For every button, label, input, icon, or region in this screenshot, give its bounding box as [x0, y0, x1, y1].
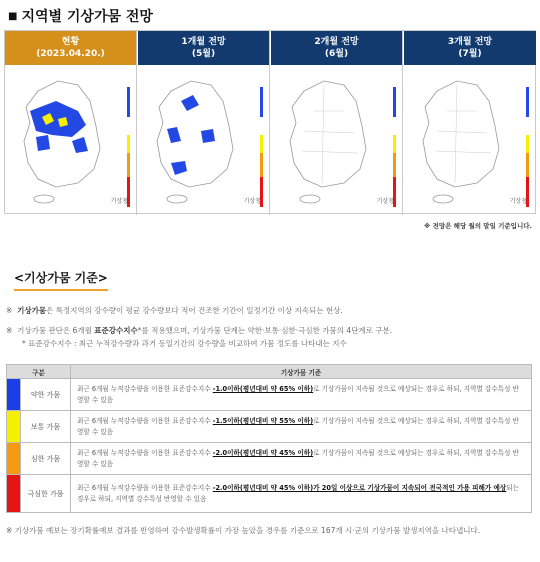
level-color-swatch [7, 443, 21, 475]
panel-header [5, 31, 136, 65]
panel-date: (5월) [191, 49, 216, 59]
criteria-threshold: -1.0이하(평년대비 약 65% 이하) [212, 384, 314, 393]
judgment-post: *를 적용했으며, 기상가뭄 단계는 약한·보통·심한·극심한 가뭄의 4단계로 구분. [137, 326, 393, 335]
panel-title: 3개월 전망 [447, 37, 493, 47]
drought-map-july [407, 71, 533, 211]
table-row [7, 411, 532, 443]
table-row [7, 475, 532, 513]
definition-note [6, 305, 534, 316]
table-header-criteria: 기상가뭄 기준 [71, 365, 532, 379]
kma-logo: 기상청 [110, 198, 128, 205]
criteria-threshold: -2.0이하(평년대비 약 45% 이하) [212, 448, 314, 457]
criteria-text: 최근 6개월 누적강수량을 이용한 표준강수지수 [77, 483, 213, 492]
level-name: 약한 가뭄 [21, 379, 71, 411]
judgment-pre: 기상가뭄 판단은 6개월 [17, 326, 95, 335]
level-criteria [71, 411, 532, 443]
panel-1month [138, 31, 270, 215]
outlook-note: ※ 전망은 해당 월의 말일 기준입니다. [423, 222, 532, 230]
page-title-text: 지역별 기상가뭄 전망 [21, 9, 153, 25]
criteria-text: 로 기상가뭄이 지속될 것으로 예상되는 경우로 하되, 지역별 강수특성 반영할 수 있음 [77, 416, 519, 436]
level-color-swatch [7, 379, 21, 411]
criteria-threshold: -2.0이하(평년대비 약 45% 이하)가 20일 이상으로 기상가뭄이 지속되어 전국적인 가용 피해가 예상 [212, 483, 507, 492]
criteria-threshold: -1.5이하(평년대비 약 55% 이하) [212, 416, 314, 425]
criteria-text: 최근 6개월 누적강수량을 이용한 표준강수지수 [77, 416, 213, 425]
outlook-panels [4, 30, 536, 214]
title-marker: ■ [8, 11, 18, 22]
panel-header [271, 31, 402, 65]
judgment-term: 표준강수지수 [94, 326, 138, 335]
page-title [8, 6, 153, 26]
note-mark: ※ [6, 306, 13, 315]
section-heading: <기상가뭄 기준> [14, 269, 108, 291]
definition-term: 기상가뭄 [17, 306, 47, 315]
level-name: 극심한 가뭄 [21, 475, 71, 513]
kma-logo: 기상청 [509, 198, 527, 205]
level-name: 심한 가뭄 [21, 443, 71, 475]
level-color-swatch [7, 475, 21, 513]
legend-bar [526, 87, 529, 207]
panel-header [404, 31, 536, 65]
legend-bar [393, 87, 396, 207]
table-header-row [7, 365, 532, 379]
criteria-text: 최근 6개월 누적강수량을 이용한 표준강수지수 [77, 384, 213, 393]
criteria-text: 로 기상가뭄이 지속될 것으로 예상되는 경우로 하되, 지역별 강수특성 반영할 수 있음 [77, 384, 519, 404]
table-row [7, 379, 532, 411]
panel-title: 1개월 전망 [181, 37, 226, 47]
table-header-category: 구분 [7, 365, 71, 379]
criteria-text: 로 기상가뭄이 지속될 것으로 예상되는 경우로 하되, 지역별 강수특성 반영할 수 있음 [77, 448, 519, 468]
definition-text: 은 특정지역의 강수량이 평균 강수량보다 적어 건조한 기간이 일정기간 이상 지속되는 현상. [46, 306, 343, 315]
criteria-text: 되는 경우로 하되, 지역별 강수특성 반영할 수 있음 [77, 483, 520, 503]
panel-date: (7월) [458, 49, 482, 59]
level-criteria [71, 443, 532, 475]
panel-date: (2023.04.20.) [36, 49, 105, 59]
table-row [7, 443, 532, 475]
level-name: 보통 가뭄 [21, 411, 71, 443]
kma-logo: 기상청 [376, 198, 394, 205]
kma-logo: 기상청 [243, 198, 261, 205]
drought-map-current [8, 71, 134, 211]
panel-date: (6월) [324, 49, 349, 59]
panel-title: 현황 [61, 37, 80, 47]
judgment-note [6, 325, 534, 336]
level-criteria [71, 475, 532, 513]
panel-3month [404, 31, 536, 215]
footer-note: ※ 기상가뭄 예보는 장기확률예보 결과를 반영하여 강수발생확률이 가장 높았을 경우를 기준으로 167개 시·군의 기상가뭄 발생지역을 나타냅니다. [6, 526, 481, 535]
drought-map-june [274, 71, 400, 211]
note-mark: ※ [6, 326, 13, 335]
drought-map-may [141, 71, 267, 211]
criteria-text: 최근 6개월 누적강수량을 이용한 표준강수지수 [77, 448, 213, 457]
level-color-swatch [7, 411, 21, 443]
panel-header [138, 31, 269, 65]
level-criteria [71, 379, 532, 411]
panel-2month [271, 31, 403, 215]
panel-current [5, 31, 137, 215]
legend-bar [260, 87, 263, 207]
panel-title: 2개월 전망 [314, 37, 359, 47]
legend-bar [127, 87, 130, 207]
drought-criteria-table [6, 364, 532, 513]
spi-subnote: * 표준강수지수 : 최근 누적강수량과 과거 동일기간의 강수량을 비교하여 가뭄 정도를 나타내는 지수 [22, 339, 347, 348]
